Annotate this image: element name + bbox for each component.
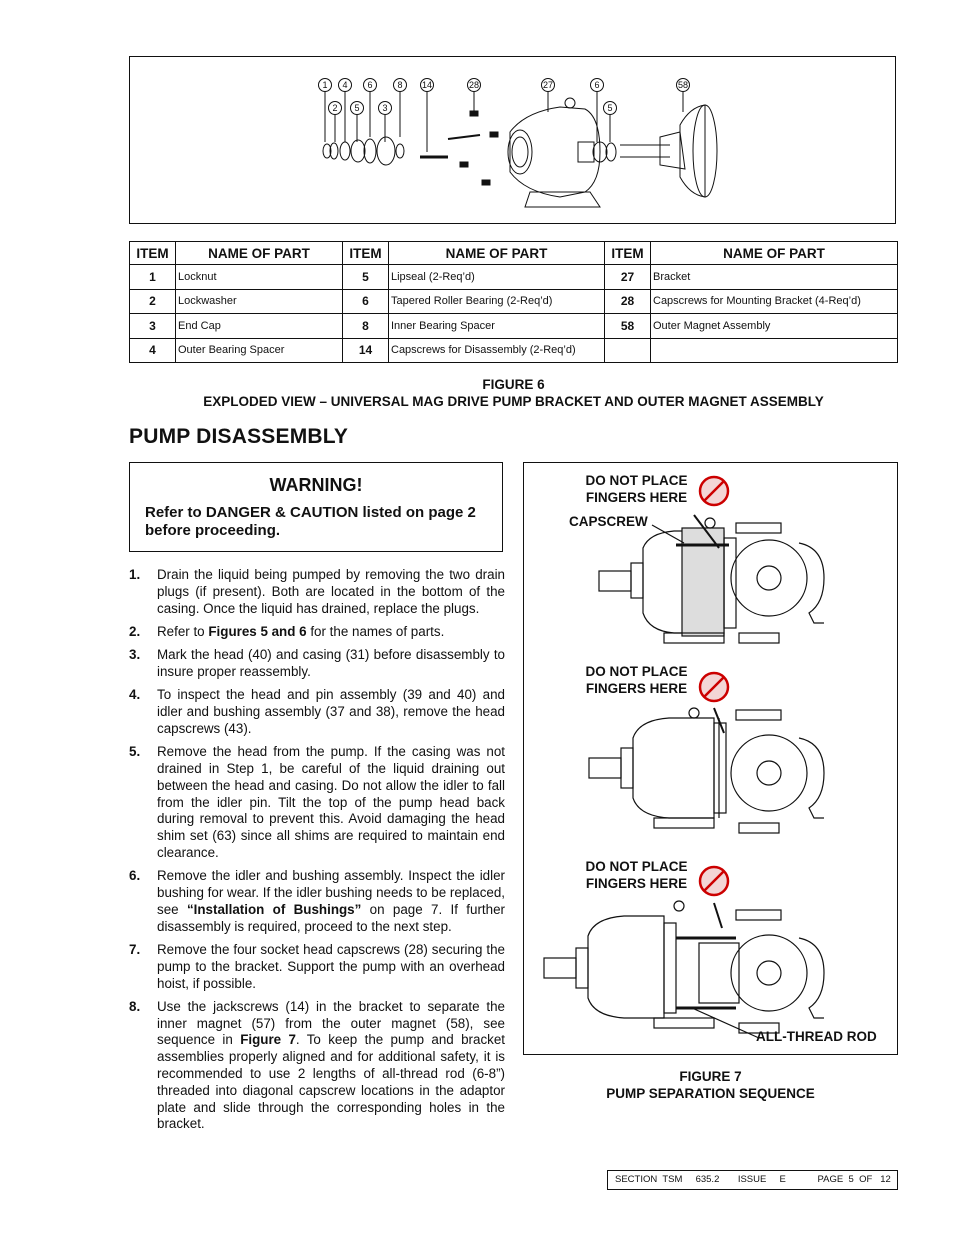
figure-7-title: PUMP SEPARATION SEQUENCE (606, 1086, 815, 1101)
callout-number: 6 (367, 80, 373, 91)
warning-title: WARNING! (269, 475, 363, 495)
part-name: End Cap (176, 314, 343, 339)
step-text: Mark the head (40) and casing (31) before disassembly to insure proper reassembly. (157, 647, 505, 679)
all-thread-rod-label: ALL-THREAD ROD (756, 1029, 877, 1044)
do-not-place-label: DO NOT PLACE FINGERS HERE (585, 859, 688, 891)
callout-number: 6 (594, 80, 600, 91)
step-number: 3. (129, 647, 141, 663)
callout-number: 14 (421, 80, 433, 91)
callout-number: 58 (677, 80, 689, 91)
table-row (130, 338, 898, 363)
step-text: for the names of parts. (306, 623, 445, 639)
step-item (129, 647, 505, 681)
pump-drawing (524, 463, 899, 1056)
parts-table (129, 241, 898, 363)
step-text: Remove the head from the pump. If the casing was not drained in Step 1, be careful of the liquid draining out between the head and casing. Do not allow the idler to fall from the idler pin. Tilt the top of the pump head back during removal to prevent this. Avoid damaging the head shim set (63) since all shims are required to maintain end clearance. (157, 744, 505, 860)
item-number: 14 (343, 338, 389, 363)
step-emphasis: Figures 5 and 6 (208, 623, 307, 639)
callout-number: 27 (542, 80, 554, 91)
part-name: Tapered Roller Bearing (2-Req’d) (389, 289, 605, 314)
step-item (129, 687, 505, 737)
step-text: Use the jackscrews (14) in the bracket to separate the inner magnet (57) from the outer magnet (58), see sequence in (157, 998, 505, 1048)
part-name: Locknut (176, 265, 343, 290)
step-item (129, 942, 505, 992)
item-number: 6 (343, 289, 389, 314)
step-emphasis: Figure 7 (240, 1032, 296, 1048)
step-item (129, 567, 505, 617)
step-item (129, 999, 505, 1133)
callout-number: 28 (468, 80, 480, 91)
page-footer: SECTION TSM 635.2 ISSUE E PAGE 5 OF 12 (607, 1170, 898, 1190)
figure-6-illustration (129, 56, 896, 224)
item-number: 27 (605, 265, 651, 290)
step-number: 5. (129, 744, 141, 760)
step-text: Remove the idler and bushing assembly. Inspect the idler bushing for wear. If the idler bushing needs to be replaced, see (157, 868, 505, 917)
step-item (129, 744, 505, 862)
do-not-place-label: DO NOT PLACE FINGERS HERE (585, 664, 688, 696)
step-text: Remove the four socket head capscrews (28) securing the pump to the bracket. Support the pump with an overhead hoist, if possible. (157, 941, 505, 991)
part-name: Bracket (651, 265, 898, 290)
figure-6-caption (129, 376, 898, 410)
item-number: 28 (605, 289, 651, 314)
step-item (129, 868, 505, 935)
no-hand-icon (700, 673, 728, 701)
callout-number: 5 (607, 103, 613, 114)
table-row (130, 289, 898, 314)
figure-6-title: EXPLODED VIEW – UNIVERSAL MAG DRIVE PUMP BRACKET AND OUTER MAGNET ASSEMBLY (203, 394, 824, 409)
figure-6-number: FIGURE 6 (482, 377, 545, 392)
part-name (651, 338, 898, 363)
part-name: Capscrews for Mounting Bracket (4-Req’d) (651, 289, 898, 314)
exploded-assembly-drawing (130, 57, 897, 225)
item-number (605, 338, 651, 363)
step-number: 4. (129, 687, 141, 703)
figure-7-number: FIGURE 7 (679, 1069, 742, 1084)
column-header: ITEM (343, 242, 389, 265)
step-number: 2. (129, 623, 141, 639)
item-number: 1 (130, 265, 176, 290)
column-header: ITEM (130, 242, 176, 265)
step-item (129, 624, 505, 641)
figure-7-caption (523, 1068, 898, 1102)
step-text: . To keep the pump and bracket assemblies properly aligned and for additional safety, it is recommended to use 2 lengths of all-thread rod (6-8”) threaded into diagonal capscrew locations in the adaptor plate and slide through the corresponding holes in the bracket. (157, 1032, 505, 1132)
column-header: NAME OF PART (176, 242, 343, 265)
part-name: Lipseal (2-Req’d) (389, 265, 605, 290)
column-header: NAME OF PART (651, 242, 898, 265)
table-header-row (130, 242, 898, 265)
step-text: Drain the liquid being pumped by removing the two drain plugs (if present). Both are located in the bottom of the casing. Once the liquid has drained, replace the plugs. (157, 567, 505, 616)
callout-number: 3 (382, 103, 388, 114)
part-name: Inner Bearing Spacer (389, 314, 605, 339)
step-number: 7. (129, 941, 141, 957)
no-hand-icon (700, 477, 728, 505)
figure-7-illustration (523, 462, 898, 1055)
step-number: 8. (129, 998, 141, 1014)
callout-number: 5 (354, 103, 360, 114)
step-number: 6. (129, 868, 141, 884)
capscrew-label: CAPSCREW (569, 514, 648, 529)
warning-box (129, 462, 503, 552)
table-row (130, 265, 898, 290)
item-number: 4 (130, 338, 176, 363)
callout-number: 1 (322, 80, 328, 91)
part-name: Capscrews for Disassembly (2-Req’d) (389, 338, 605, 363)
table-row (130, 314, 898, 339)
callout-number: 8 (397, 80, 403, 91)
no-hand-icon (700, 867, 728, 895)
column-header: ITEM (605, 242, 651, 265)
do-not-place-label: DO NOT PLACE FINGERS HERE (585, 473, 688, 505)
part-name: Outer Bearing Spacer (176, 338, 343, 363)
item-number: 2 (130, 289, 176, 314)
step-text: on page 7. If further disassembly is required, proceed to the next step. (157, 901, 505, 934)
step-text: To inspect the head and pin assembly (39 and 40) and idler and bushing assembly (37 and 38), remove the head capscrews (43). (157, 687, 505, 736)
step-emphasis: “Installation of Bushings” (186, 901, 362, 917)
item-number: 3 (130, 314, 176, 339)
part-name: Outer Magnet Assembly (651, 314, 898, 339)
item-number: 8 (343, 314, 389, 339)
step-text: Refer to (157, 623, 209, 639)
item-number: 5 (343, 265, 389, 290)
disassembly-steps (129, 567, 505, 1140)
item-number: 58 (605, 314, 651, 339)
step-number: 1. (129, 567, 141, 582)
part-name: Lockwasher (176, 289, 343, 314)
warning-text: Refer to DANGER & CAUTION listed on page 2 before proceeding. (145, 504, 476, 539)
section-title: PUMP DISASSEMBLY (129, 425, 349, 448)
column-header: NAME OF PART (389, 242, 605, 265)
callout-number: 4 (342, 80, 348, 91)
callout-number: 2 (332, 103, 338, 114)
